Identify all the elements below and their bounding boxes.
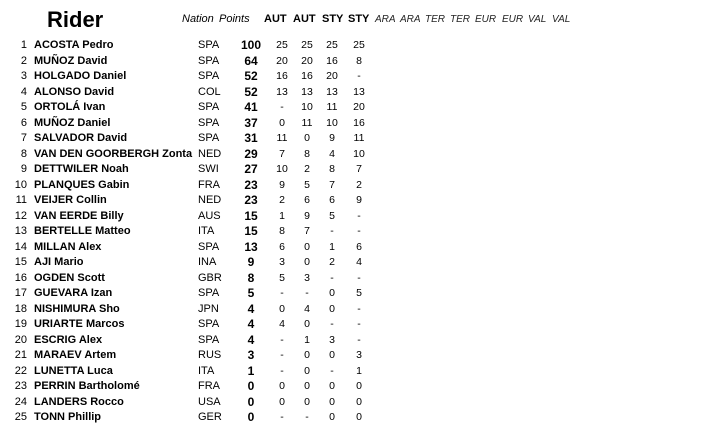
points: 100: [240, 38, 262, 52]
position: 16: [14, 271, 27, 284]
table-row: [0, 395, 720, 411]
points: 29: [244, 146, 258, 161]
rider-name: PERRIN Bartholomé: [34, 380, 140, 392]
round-result-2: 0: [304, 395, 310, 408]
table-row: [0, 131, 720, 147]
round-result-2: 9: [304, 209, 310, 222]
round-result-2: 0: [304, 256, 310, 268]
round-result-4: -: [357, 70, 361, 82]
table-row: [0, 364, 720, 380]
round-result-2: 4: [304, 302, 310, 315]
round-result-3: 0: [329, 302, 335, 315]
nation: SPA: [198, 318, 220, 330]
position: 6: [20, 116, 27, 129]
table-row: [0, 178, 720, 194]
points: 3: [247, 348, 255, 362]
rider-name: ESCRIG Alex: [34, 333, 103, 346]
nation: COL: [198, 85, 221, 98]
position: 3: [20, 70, 27, 82]
round-result-2: 0: [304, 240, 310, 253]
position: 24: [14, 395, 27, 408]
rider-name: URIARTE Marcos: [34, 318, 125, 330]
points: 15: [244, 208, 258, 223]
points: 31: [244, 131, 258, 145]
round-result-1: 6: [279, 240, 285, 253]
table-row: [0, 333, 720, 349]
position: 25: [14, 411, 27, 423]
round-result-3: 0: [329, 349, 335, 361]
position: 13: [14, 225, 27, 237]
round-result-3: 7: [329, 178, 335, 191]
nation: NED: [198, 147, 222, 160]
points: 5: [247, 286, 255, 300]
nation: GER: [198, 411, 222, 423]
round-result-4: 11: [353, 132, 365, 144]
nation: SPA: [198, 116, 220, 129]
rider-name: HOLGADO Daniel: [34, 70, 127, 82]
round-result-4: 0: [356, 411, 362, 423]
table-row: [0, 54, 720, 70]
round-result-2: 13: [301, 85, 313, 98]
round-result-4: 9: [356, 194, 362, 206]
nation: SPA: [198, 39, 220, 51]
rider-name: MUÑOZ Daniel: [34, 116, 111, 129]
round-result-4: 1: [356, 364, 362, 377]
round-result-2: 0: [304, 318, 310, 330]
round-result-1: 1: [279, 209, 285, 222]
position: 1: [20, 39, 27, 51]
round-result-3: 4: [329, 147, 335, 160]
points: 8: [247, 270, 255, 285]
round-result-1: 7: [279, 147, 285, 160]
points: 15: [244, 224, 258, 238]
round-result-1: 0: [279, 380, 285, 392]
position: 8: [20, 147, 27, 160]
rider-name: VEIJER Collin: [34, 194, 107, 206]
round-result-2: 20: [301, 54, 313, 67]
round-result-1: -: [280, 287, 284, 299]
round-header-4: STY: [348, 13, 370, 25]
position: 20: [14, 333, 27, 346]
round-result-3: 6: [329, 194, 335, 206]
rider-name: ALONSO David: [34, 85, 115, 98]
round-result-1: 16: [276, 70, 288, 82]
round-result-3: 0: [329, 287, 335, 299]
nation: SPA: [198, 70, 220, 82]
nation: NED: [198, 194, 222, 206]
round-result-1: -: [280, 333, 284, 346]
table-row: [0, 317, 720, 333]
rider-name: ORTOLÁ Ivan: [34, 101, 106, 113]
round-result-3: 5: [329, 209, 335, 222]
table-row: [0, 38, 720, 54]
round-result-2: 5: [304, 178, 310, 191]
points: 13: [244, 239, 258, 254]
round-result-1: 8: [279, 225, 285, 237]
round-result-2: 1: [304, 333, 310, 346]
page-title: Rider: [47, 7, 104, 32]
position: 9: [20, 163, 27, 175]
round-result-2: 6: [304, 194, 310, 206]
round-result-2: 8: [304, 147, 310, 160]
round-result-1: 10: [276, 163, 288, 175]
rider-name: VAN DEN GOORBERGH Zonta: [34, 147, 193, 160]
round-result-3: 20: [326, 70, 338, 82]
round-result-2: 0: [304, 364, 310, 377]
table-row: [0, 379, 720, 395]
future-round-header-2: ARA: [400, 14, 421, 25]
round-result-1: 5: [279, 271, 285, 284]
table-row: [0, 100, 720, 116]
rider-name: VAN EERDE Billy: [34, 209, 124, 222]
round-result-3: -: [330, 225, 334, 237]
round-result-3: -: [330, 271, 334, 284]
round-result-2: 0: [304, 349, 310, 361]
nation: SPA: [198, 101, 220, 113]
nation: SPA: [198, 54, 220, 67]
round-result-2: 0: [304, 132, 310, 144]
round-result-2: -: [305, 411, 309, 423]
rider-name: ACOSTA Pedro: [34, 39, 114, 51]
round-result-4: 2: [356, 178, 362, 191]
round-result-3: 16: [326, 54, 338, 67]
round-result-4: -: [357, 333, 361, 346]
round-result-4: 0: [356, 380, 362, 392]
table-row: [0, 85, 720, 101]
points: 41: [244, 100, 258, 114]
table-row: [0, 271, 720, 287]
nation: USA: [198, 395, 221, 408]
round-header-2: AUT: [293, 13, 316, 25]
rider-name: MUÑOZ David: [34, 54, 108, 67]
round-result-3: 1: [329, 240, 335, 253]
points: 23: [244, 193, 258, 207]
position: 10: [14, 178, 27, 191]
rider-name: GUEVARA Izan: [34, 287, 113, 299]
round-result-2: 2: [304, 163, 310, 175]
points-header: Points: [219, 13, 250, 25]
future-round-header-3: TER: [425, 14, 445, 25]
round-result-2: 16: [301, 70, 313, 82]
nation: JPN: [198, 302, 219, 315]
position: 5: [20, 101, 27, 113]
table-row: [0, 69, 720, 85]
rider-name: DETTWILER Noah: [34, 163, 129, 175]
points: 4: [247, 317, 255, 331]
nation: SWI: [198, 163, 219, 175]
table-row: [0, 162, 720, 178]
round-result-4: 25: [353, 39, 365, 51]
table-row: [0, 348, 720, 364]
round-result-2: 25: [301, 39, 313, 51]
position: 14: [14, 240, 27, 253]
round-result-3: 25: [326, 39, 338, 51]
round-result-4: 5: [356, 287, 362, 299]
rider-name: PLANQUES Gabin: [34, 178, 130, 191]
round-result-1: 0: [279, 116, 285, 129]
table-row: [0, 302, 720, 318]
table-row: [0, 240, 720, 256]
round-result-1: 2: [279, 194, 285, 206]
nation: SPA: [198, 132, 220, 144]
round-result-4: -: [357, 209, 361, 222]
round-result-3: 13: [326, 85, 338, 98]
round-result-3: 10: [326, 116, 338, 129]
nation: AUS: [198, 209, 221, 222]
round-result-3: 11: [326, 101, 338, 113]
round-result-2: 7: [304, 225, 310, 237]
round-result-1: -: [280, 349, 284, 361]
position: 15: [14, 256, 27, 268]
round-result-2: 10: [301, 101, 313, 113]
round-result-4: 16: [353, 116, 365, 129]
future-round-header-8: VAL: [552, 14, 571, 25]
points: 27: [244, 162, 258, 176]
round-result-1: -: [280, 364, 284, 377]
points: 0: [247, 394, 255, 409]
round-result-4: 6: [356, 240, 362, 253]
position: 23: [14, 380, 27, 392]
round-result-3: 9: [329, 132, 335, 144]
position: 19: [14, 318, 27, 330]
rider-name: LANDERS Rocco: [34, 395, 124, 408]
rider-name: LUNETTA Luca: [34, 364, 113, 377]
position: 4: [20, 85, 27, 98]
table-row: [0, 209, 720, 225]
rider-name: BERTELLE Matteo: [34, 225, 131, 237]
points: 64: [244, 53, 258, 68]
future-round-header-1: ARA: [375, 14, 396, 25]
rider-name: OGDEN Scott: [34, 271, 105, 284]
round-result-2: 0: [304, 380, 310, 392]
table-row: [0, 410, 720, 426]
table-row: [0, 224, 720, 240]
round-result-1: -: [280, 101, 284, 113]
nation: FRA: [198, 178, 220, 191]
round-result-4: 3: [356, 349, 362, 361]
round-result-3: 8: [329, 163, 335, 175]
table-row: [0, 147, 720, 163]
points: 52: [244, 84, 258, 99]
round-result-1: 0: [279, 395, 285, 408]
future-round-header-5: EUR: [475, 14, 497, 25]
points: 23: [244, 177, 258, 192]
position: 7: [20, 132, 27, 144]
nation: INA: [198, 256, 217, 268]
future-round-header-6: EUR: [502, 14, 524, 25]
round-result-4: 4: [356, 256, 362, 268]
round-result-4: 13: [353, 85, 365, 98]
position: 17: [14, 287, 27, 299]
round-result-4: 0: [356, 395, 362, 408]
position: 22: [14, 364, 27, 377]
round-result-3: -: [330, 318, 334, 330]
nation-header: Nation: [182, 13, 214, 25]
rider-name: MARAEV Artem: [34, 349, 117, 361]
round-result-4: -: [357, 302, 361, 315]
round-result-1: -: [280, 411, 284, 423]
rider-name: NISHIMURA Sho: [34, 302, 120, 315]
round-result-4: 10: [353, 147, 365, 160]
round-result-1: 0: [279, 302, 285, 315]
rider-name: MILLAN Alex: [34, 240, 102, 253]
points: 52: [244, 69, 258, 83]
round-result-1: 11: [276, 132, 288, 144]
round-result-4: 20: [353, 101, 365, 113]
nation: RUS: [198, 349, 222, 361]
round-result-3: 0: [329, 395, 335, 408]
points: 4: [247, 332, 255, 347]
nation: SPA: [198, 240, 220, 253]
rider-name: TONN Phillip: [34, 411, 102, 423]
round-result-3: 0: [329, 411, 335, 423]
points: 0: [247, 379, 255, 393]
position: 18: [14, 302, 27, 315]
points: 37: [244, 115, 258, 130]
round-result-2: 3: [304, 271, 310, 284]
rider-name: SALVADOR David: [34, 132, 128, 144]
nation: FRA: [198, 380, 220, 392]
round-result-2: -: [305, 287, 309, 299]
nation: ITA: [198, 225, 215, 237]
round-result-4: 7: [356, 163, 362, 175]
future-round-header-4: TER: [450, 14, 470, 25]
points: 9: [247, 255, 255, 269]
round-header-1: AUT: [264, 13, 287, 25]
round-result-1: 20: [276, 54, 288, 67]
nation: SPA: [198, 333, 220, 346]
round-result-4: -: [357, 271, 361, 284]
round-result-3: 2: [329, 256, 335, 268]
table-row: [0, 286, 720, 302]
nation: ITA: [198, 364, 215, 377]
table-row: [0, 255, 720, 271]
round-result-3: 0: [329, 380, 335, 392]
position: 2: [20, 54, 27, 67]
round-result-1: 25: [276, 39, 288, 51]
table-row: [0, 193, 720, 209]
round-result-1: 13: [276, 85, 288, 98]
round-result-2: 11: [301, 116, 313, 129]
rider-name: AJI Mario: [34, 256, 84, 268]
nation: GBR: [198, 271, 222, 284]
points: 1: [247, 363, 255, 378]
round-result-1: 3: [279, 256, 285, 268]
round-result-1: 9: [279, 178, 285, 191]
round-result-3: -: [330, 364, 334, 377]
round-result-4: -: [357, 318, 361, 330]
points: 4: [247, 301, 255, 316]
nation: SPA: [198, 287, 220, 299]
position: 21: [14, 349, 27, 361]
position: 11: [15, 194, 27, 206]
table-row: [0, 116, 720, 132]
round-result-4: 8: [356, 54, 362, 67]
points: 0: [247, 410, 255, 424]
round-result-4: -: [357, 225, 361, 237]
round-result-1: 4: [279, 318, 285, 330]
round-result-3: 3: [329, 333, 335, 346]
future-round-header-7: VAL: [528, 14, 547, 25]
round-header-3: STY: [322, 13, 344, 25]
position: 12: [14, 209, 27, 222]
